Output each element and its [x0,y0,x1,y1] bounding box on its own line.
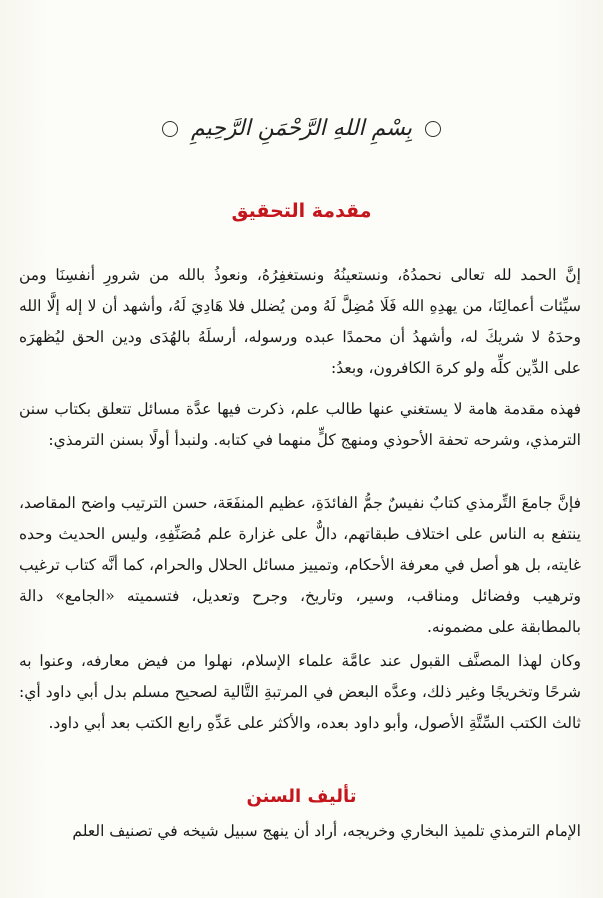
ornament-flourish-icon [162,121,178,137]
paragraph-reception: وكان لهذا المصنَّف القبول عند عامَّة علماء الإسلام، نهلوا من فيض معارفه، وعنوا به شرحًا وتخريجًا وغير ذلك، وعدَّه البعض في المرتبةِ التَّالية لصحيح مسلم بدل أبي داود أي: ثالث الكتب السِّتَّةِ الأصول، وأبو داود بعده، والأكثر على عَدِّهِ رابع الكتب بعد أبي داود. [19,652,581,732]
ornament-flourish-icon [425,121,441,137]
paragraph-jami-description: فإنَّ جامعَ التِّرمذي كتابٌ نفيسٌ جمُّ الفائدَةِ، عظيم المنفَعَة، حسن الترتيب واضح المقاصد، ينتفع به الناس على اختلاف طبقاتهم، دالٌّ على غزارة علم مُصَنِّفِهِ، وليس الحديث وحده غايته، بل هو أصل في معرفة الأحكام، وتمييز مسائل الحلال والحرام، كما أنَّه كتاب ترغيب وترهيب وفضائل ومناقب، وسير، وتاريخ، وجرح وتعديل، فتسميته «الجامع» دالة بالمطابقة على مضمونه. [19,494,581,636]
section-heading-intro: مقدمة التحقيق [231,200,372,222]
section-heading-sunan: تأليف السنن [246,786,357,807]
paragraph-sunan-start: الإمام الترمذي تلميذ البخاري وخريجه، أراد أن ينهج سبيل شيخه في تصنيف العلم [72,822,581,840]
paragraph-introduction: فهذه مقدمة هامة لا يستغني عنها طالب علم، ذكرت فيها عدَّة مسائل تتعلق بكتاب سنن الترمذي، وشرحه تحفة الأحوذي ومنهج كلٍّ منهما في كتابه. ولنبدأ أولًا بسنن الترمذي: [19,400,581,449]
paragraph-opening: إنَّ الحمد لله تعالى نحمدُهُ، ونستعينُهُ ونستغفِرُهُ، ونعوذُ بالله من شرورِ أنفسِنَا ومن سيِّئات أعمالِنَا، من يهدِهِ الله فَلَا مُضِلَّ لَهُ ومن يُضلل فلا هَادِيَ لَهُ، وأشهد أن لا إله إلَّا الله وحدَهُ لا شريكَ له، وأشهدُ أن محمدًا عبده ورسوله، أرسلَهُ بالهُدَى ودين الحق ليُظهرَه على الدِّين كلِّه ولو كرهَ الكافرون، وبعدُ: [19,266,581,377]
basmala-text: بِسْمِ اللهِ الرَّحْمَنِ الرَّحِيمِ [190,116,413,141]
basmala-ornament [0,116,603,141]
